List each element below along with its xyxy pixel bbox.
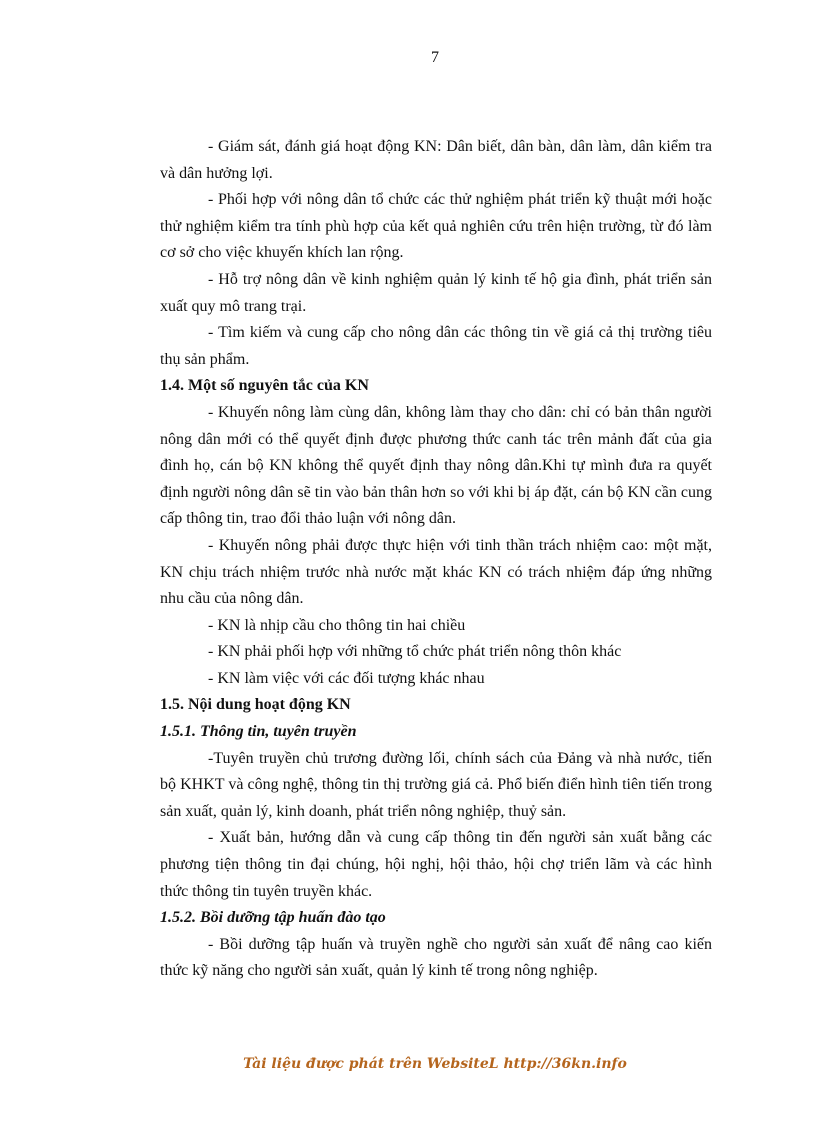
paragraph-training: - Bồi dưỡng tập huấn và truyền nghề cho người sản xuất để nâng cao kiến thức kỹ năng cho người sản xuất, quản lý kinh tế trong nông nghiệp.	[160, 935, 712, 980]
document-body	[160, 134, 712, 985]
section-heading-1-5: 1.5. Nội dung hoạt động KN	[160, 696, 351, 714]
subsection-heading-1-5-1: 1.5.1. Thông tin, tuyên truyền	[160, 723, 357, 741]
paragraph-coordination: - KN phải phối hợp với những tổ chức phát triển nông thôn khác	[208, 643, 622, 661]
paragraph-support: - Hỗ trợ nông dân về kinh nghiệm quản lý kinh tế hộ gia đình, phát triển sản xuất quy mô trang trại.	[160, 270, 712, 315]
subsection-heading-1-5-2: 1.5.2. Bồi dưỡng tập huấn đào tạo	[160, 909, 386, 927]
paragraph-monitoring: - Giám sát, đánh giá hoạt động KN: Dân biết, dân bàn, dân làm, dân kiểm tra và dân hưởng lợi.	[160, 138, 712, 182]
paragraph-propaganda: -Tuyên truyền chủ trương đường lối, chính sách của Đảng và nhà nước, tiến bộ KHKT và công nghệ, thông tin thị trường giá cả. Phổ biến điển hình tiên tiến trong sản xuất, quản lý, kinh doanh, phát triển nông nghiệp, thuỷ sản.	[160, 749, 712, 820]
paragraph-cooperation: - Phối hợp với nông dân tổ chức các thử nghiệm phát triển kỹ thuật mới hoặc thử nghiệm kiểm tra tính phù hợp của kết quả nghiên cứu trên hiện trường, từ đó làm cơ sở cho việc khuyến khích lan rộng.	[160, 191, 712, 262]
section-heading-1-4: 1.4. Một số nguyên tắc của KN	[160, 377, 369, 395]
paragraph-market-info: - Tìm kiếm và cung cấp cho nông dân các thông tin về giá cả thị trường tiêu thụ sản phẩm.	[160, 324, 712, 368]
footer-source-link[interactable]: Tài liệu được phát trên WebsiteL http://36kn.info	[243, 1056, 627, 1072]
paragraph-two-way-bridge: - KN là nhịp cầu cho thông tin hai chiều	[208, 616, 466, 634]
paragraph-publishing: - Xuất bản, hướng dẫn và cung cấp thông tin đến người sản xuất bằng các phương tiện thông tin đại chúng, hội nghị, hội thảo, hội chợ triển lãm và các hình thức thông tin tuyên truyền khác.	[160, 829, 712, 900]
paragraph-responsibility: - Khuyến nông phải được thực hiện với tinh thần trách nhiệm cao: một mặt, KN chịu trách nhiệm trước nhà nước mặt khác KN có trách nhiệm đáp ứng những nhu cầu của nông dân.	[160, 536, 712, 608]
page-number: 7	[431, 49, 439, 66]
paragraph-work-with-farmers: - Khuyến nông làm cùng dân, không làm thay cho dân: chỉ có bản thân người nông dân mới có thể quyết định được phương thức canh tác trên mảnh đất của gia đình họ, cán bộ KN không thể quyết định thay nông dân.Khi tự mình đưa ra quyết định người nông dân sẽ tin vào bản thân hơn so với khi bị áp đặt, cán bộ KN cần cung cấp thông tin, trao đổi thảo luận với nông dân.	[160, 403, 712, 528]
paragraph-target-groups: - KN làm việc với các đối tượng khác nhau	[208, 669, 485, 687]
